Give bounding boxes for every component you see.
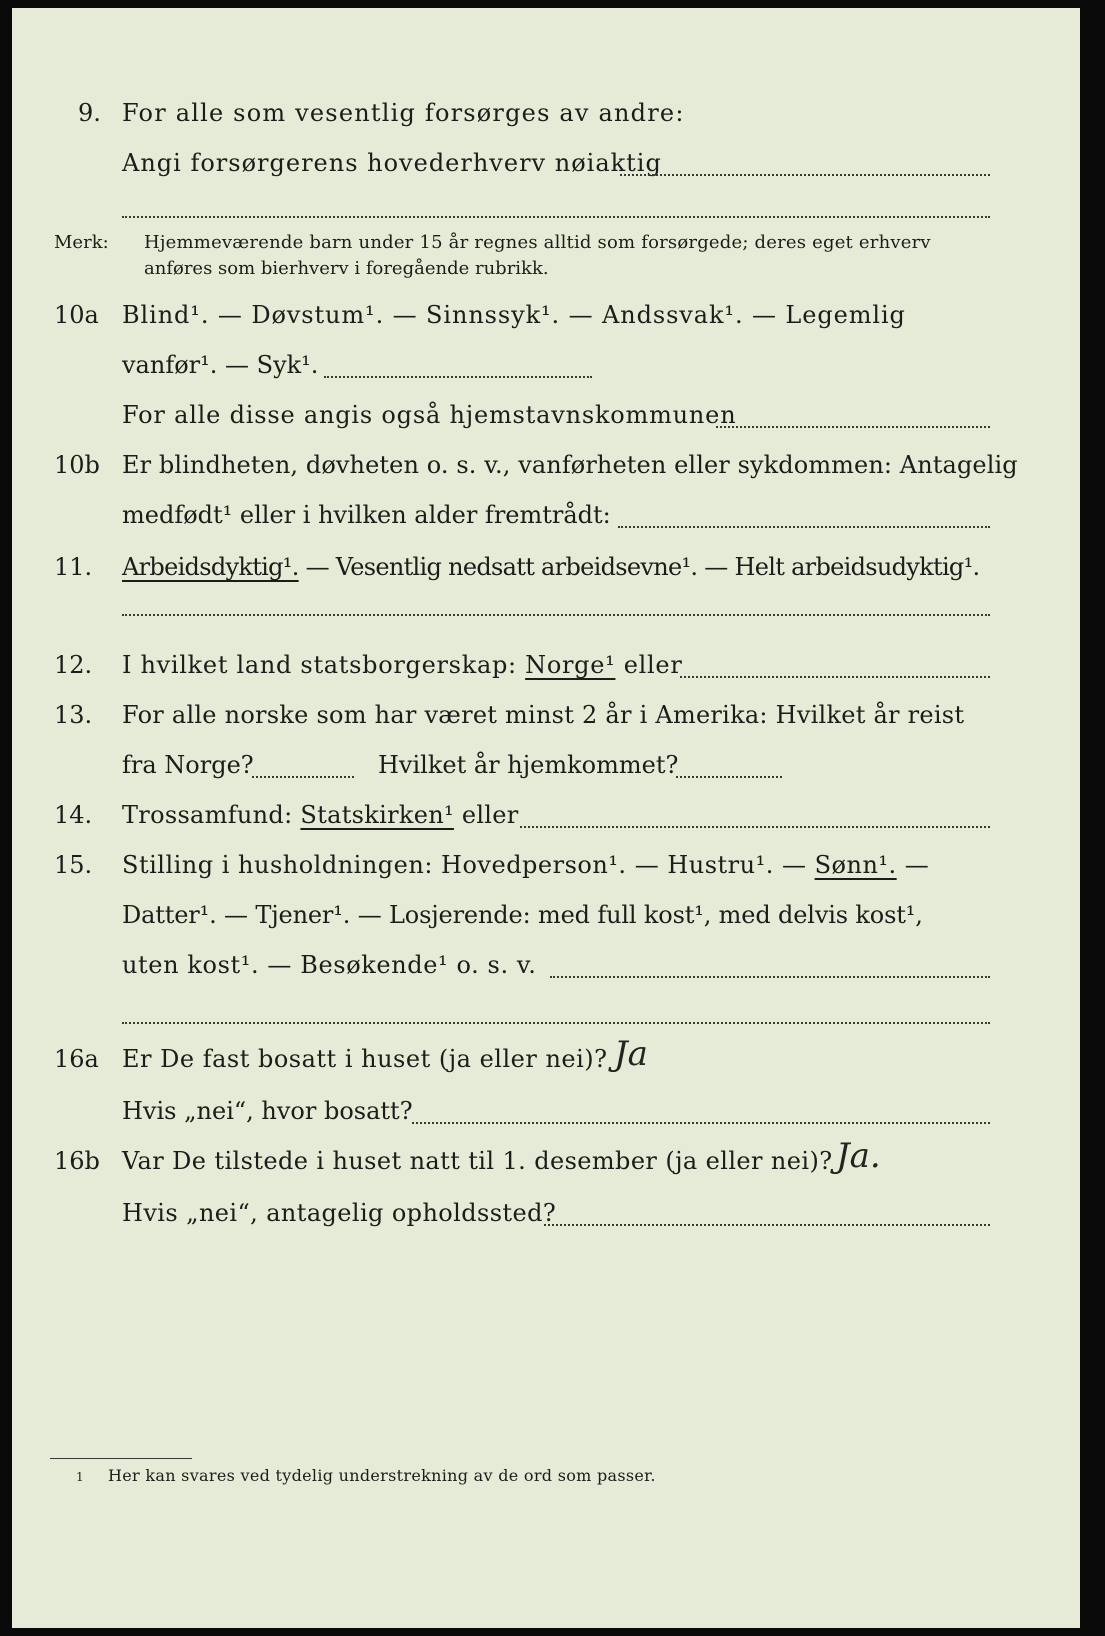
- q13-reist-line[interactable]: [252, 776, 354, 778]
- q14-underlined-option: Statskirken¹: [300, 801, 454, 829]
- q9-answer-line[interactable]: [620, 174, 990, 176]
- census-form-page: [12, 8, 1080, 1628]
- q14-before: Trossamfund:: [122, 801, 301, 829]
- q10b-line2: medfødt¹ eller i hvilken alder fremtrådt:: [122, 501, 611, 529]
- q11-number: 11.: [54, 553, 93, 581]
- merk-label: Merk:: [54, 232, 109, 253]
- q15-line2: Datter¹. — Tjener¹. — Losjerende: med full kost¹, med delvis kost¹,: [122, 901, 923, 929]
- q10b-number: 10b: [54, 451, 100, 479]
- q9-extra-line[interactable]: [122, 216, 990, 218]
- q15-extra-line[interactable]: [122, 1022, 990, 1024]
- q15-line1: [122, 850, 929, 880]
- q10b-line1: Er blindheten, døvheten o. s. v., vanførheten eller sykdommen: Antagelig: [122, 451, 1018, 479]
- q12-answer-line[interactable]: [680, 676, 990, 678]
- q16b-line1: Var De tilstede i huset natt til 1. desember (ja eller nei)?: [122, 1147, 833, 1175]
- q15-answer-line[interactable]: [550, 976, 990, 978]
- q11-underlined-option: Arbeidsdyktig¹.: [122, 553, 299, 581]
- q15-line3: uten kost¹. — Besøkende¹ o. s. v.: [122, 951, 537, 979]
- q16b-number: 16b: [54, 1147, 100, 1175]
- q15-line1a: Stilling i husholdningen: Hovedperson¹. — Hustru¹. —: [122, 851, 815, 879]
- q12-underlined-option: Norge¹: [525, 651, 616, 679]
- q15-underlined-option: Sønn¹.: [814, 851, 897, 879]
- q16a-line2: Hvis „nei“, hvor bosatt?: [122, 1097, 413, 1125]
- q12-line: [122, 650, 683, 680]
- q10a-line3: For alle disse angis også hjemstavnskommunen: [122, 401, 737, 429]
- q14-after: eller: [453, 801, 519, 829]
- merk-line2: anføres som bierhverv i foregående rubrikk.: [144, 258, 549, 279]
- q16a-number: 16a: [54, 1045, 99, 1073]
- q12-number: 12.: [54, 651, 93, 679]
- q14-answer-line[interactable]: [520, 826, 990, 828]
- q15-number: 15.: [54, 851, 93, 879]
- q11-rest: — Vesentlig nedsatt arbeidsevne¹. — Helt arbeidsudyktig¹.: [298, 553, 980, 581]
- merk-line1: Hjemmeværende barn under 15 år regnes alltid som forsørgede; deres eget erhverv: [144, 232, 931, 253]
- q9-number: 9.: [78, 99, 101, 127]
- q16a-line1: Er De fast bosatt i huset (ja eller nei)?: [122, 1045, 608, 1073]
- q12-after: eller: [615, 651, 683, 679]
- q16b-line2: Hvis „nei“, antagelig opholdssted?: [122, 1199, 557, 1227]
- q13-line2b: Hvilket år hjemkommet?: [378, 751, 679, 779]
- q14-number: 14.: [54, 801, 93, 829]
- q10a-answer-line[interactable]: [324, 376, 592, 378]
- q13-line2a: fra Norge?: [122, 751, 254, 779]
- q10a-kommune-line[interactable]: [716, 426, 990, 428]
- q11-extra-line[interactable]: [122, 614, 990, 616]
- q10a-line2: vanfør¹. — Syk¹.: [122, 351, 319, 379]
- footnote-rule: [50, 1458, 192, 1459]
- q13-number: 13.: [54, 701, 93, 729]
- q11-line: [122, 552, 979, 582]
- q16a-bosatt-line[interactable]: [412, 1122, 990, 1124]
- q15-line1b: —: [896, 851, 930, 879]
- q10a-line1: Blind¹. — Døvstum¹. — Sinnssyk¹. — Andssvak¹. — Legemlig: [122, 301, 906, 329]
- q13-hjemkommet-line[interactable]: [676, 776, 782, 778]
- q16a-handwritten-answer: Ja: [614, 1034, 648, 1074]
- q14-line: [122, 800, 519, 830]
- q12-before: I hvilket land statsborgerskap:: [122, 651, 526, 679]
- footnote-mark: 1: [76, 1470, 84, 1484]
- q9-line1: For alle som vesentlig forsørges av andre:: [122, 99, 685, 127]
- q10a-number: 10a: [54, 301, 99, 329]
- footnote-text: Her kan svares ved tydelig understrekning av de ord som passer.: [108, 1466, 656, 1485]
- q16b-opholdssted-line[interactable]: [544, 1224, 990, 1226]
- q10b-answer-line[interactable]: [618, 526, 990, 528]
- q16b-handwritten-answer: Ja.: [836, 1136, 881, 1176]
- q9-line2: Angi forsørgerens hovederhverv nøiaktig: [122, 149, 662, 177]
- q13-line1: For alle norske som har været minst 2 år i Amerika: Hvilket år reist: [122, 701, 965, 729]
